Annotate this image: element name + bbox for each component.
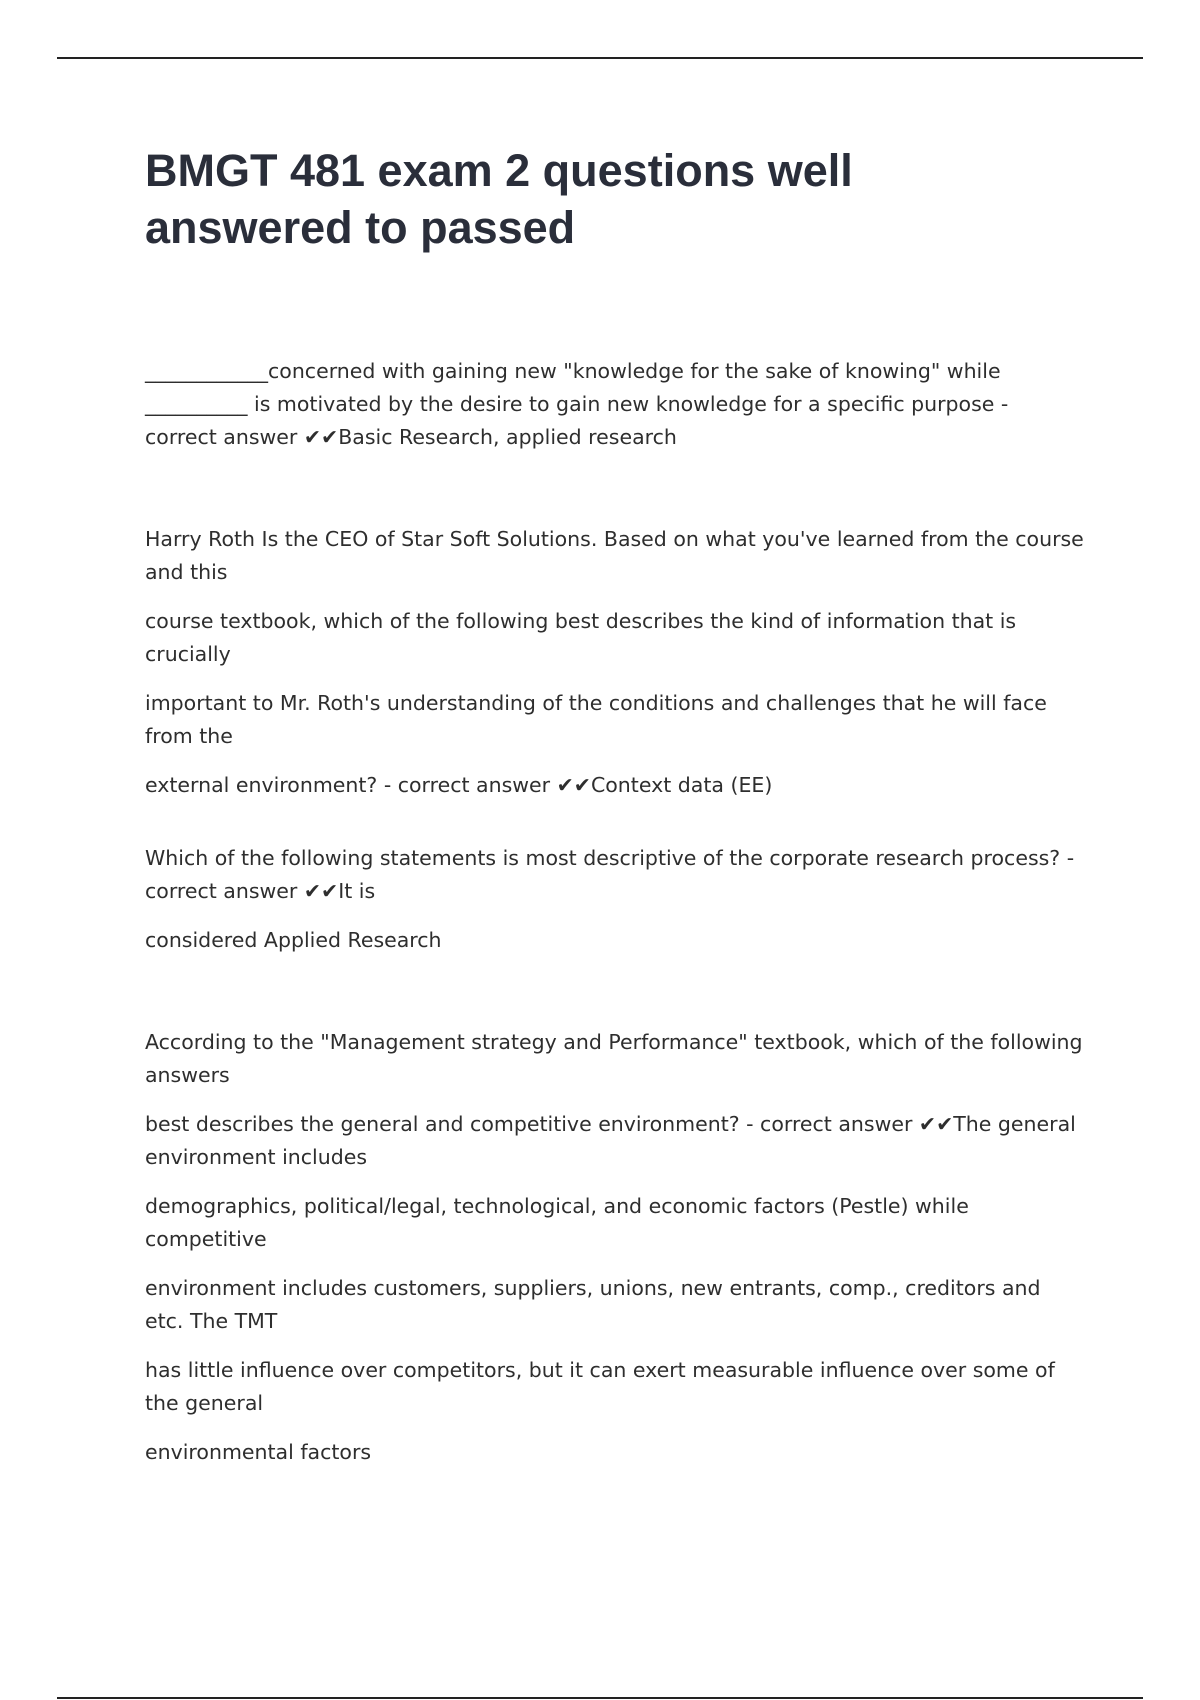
question-4-line-2: best describes the general and competitive environment? - correct answer ✔✔The general environment includes <box>145 1112 1076 1169</box>
document-title <box>145 142 1095 256</box>
question-2-line-2: course textbook, which of the following best describes the kind of information that is crucially <box>145 609 1017 666</box>
question-1-line-1: ____________concerned with gaining new "knowledge for the sake of knowing" while __________ is motivated by the desire to gain new knowledge for a specific purpose - correct answer ✔✔Basic Research, applied research <box>145 359 1009 449</box>
document-title-line-2: answered to passed <box>145 202 576 253</box>
bottom-rule <box>57 1697 1143 1699</box>
question-4-line-6: environmental factors <box>145 1440 372 1464</box>
question-2-line-3: important to Mr. Roth's understanding of the conditions and challenges that he will face from the <box>145 691 1047 748</box>
question-block-4 <box>145 1026 1085 1469</box>
question-4-line-5: has little influence over competitors, but it can exert measurable influence over some of the general <box>145 1358 1055 1415</box>
question-2-line-4: external environment? - correct answer ✔✔Context data (EE) <box>145 773 773 797</box>
document-title-line-1: BMGT 481 exam 2 questions well <box>145 145 853 196</box>
question-block-1 <box>145 355 1085 454</box>
question-2-line-1: Harry Roth Is the CEO of Star Soft Solutions. Based on what you've learned from the course and this <box>145 527 1084 584</box>
top-rule <box>57 57 1143 59</box>
question-4-line-4: environment includes customers, suppliers, unions, new entrants, comp., creditors and etc. The TMT <box>145 1276 1041 1333</box>
question-4-line-1: According to the "Management strategy and Performance" textbook, which of the following answers <box>145 1030 1083 1087</box>
question-3-line-2: considered Applied Research <box>145 928 442 952</box>
question-block-2 <box>145 523 1085 802</box>
question-4-line-3: demographics, political/legal, technological, and economic factors (Pestle) while competitive <box>145 1194 969 1251</box>
question-block-3 <box>145 842 1085 957</box>
question-3-line-1: Which of the following statements is most descriptive of the corporate research process? - correct answer ✔✔It is <box>145 846 1075 903</box>
